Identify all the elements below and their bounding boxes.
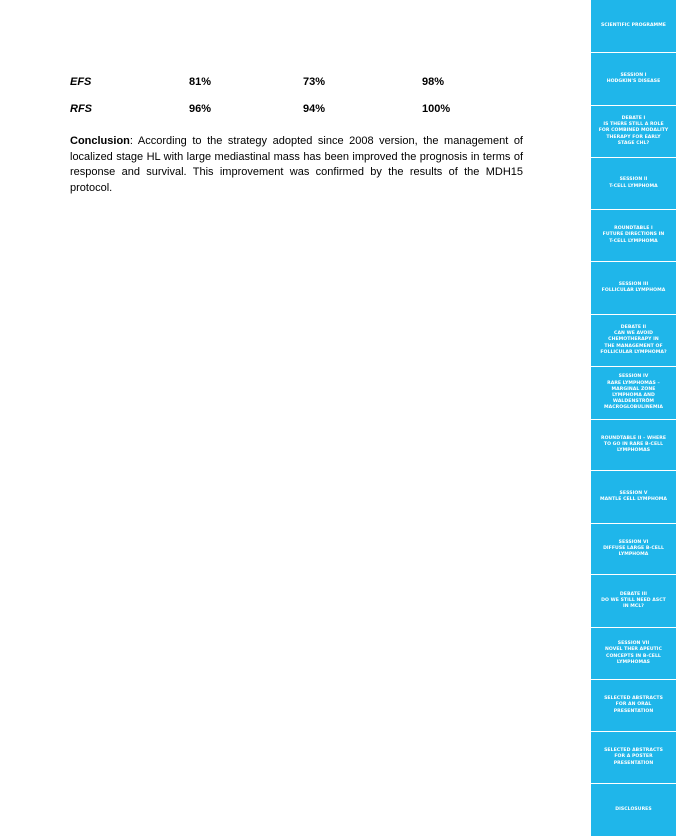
- table-cell: 94%: [303, 103, 326, 115]
- nav-session-2-t-cell[interactable]: SESSION II T-CELL LYMPHOMA: [609, 177, 658, 189]
- conclusion-text: : According to the strategy adopted since 2008 version, the management of localized stage HL with large mediastinal mass has been improved the prognosis in terms of response and survival. This improvement was confirmed by the results of the MDH15 protocol.: [70, 135, 523, 194]
- section-sidebar: [591, 0, 676, 836]
- nav-disclosures[interactable]: DISCLOSURES: [615, 806, 652, 812]
- table-cell: 73%: [303, 76, 326, 88]
- row-label: EFS: [70, 76, 92, 88]
- nav-debate-3[interactable]: DEBATE III DO WE STILL NEED ASCT IN MCL?: [601, 591, 666, 610]
- nav-session-5-mantle-cell[interactable]: SESSION V MANTLE CELL LYMPHOMA: [599, 490, 668, 502]
- nav-session-3-follicular[interactable]: SESSION III FOLLICULAR LYMPHOMA: [601, 281, 666, 293]
- table-cell: 98%: [422, 76, 445, 88]
- nav-debate-2[interactable]: DEBATE II CAN WE AVOID CHEMOTHERAPY IN THE MANAGEMENT OF FOLLICULAR LYMPHOMA?: [600, 324, 667, 355]
- table-cell: 81%: [189, 76, 212, 88]
- table-cell: 96%: [189, 103, 212, 115]
- row-label: RFS: [70, 103, 92, 115]
- nav-scientific-programme[interactable]: SCIENTIFIC PROGRAMME: [601, 22, 666, 28]
- table-row: [70, 103, 525, 117]
- nav-abstracts-poster[interactable]: SELECTED ABSTRACTS FOR A POSTER PRESENTATION: [604, 748, 663, 766]
- table-cell: 100%: [422, 103, 451, 115]
- conclusion-heading: Conclusion: [70, 135, 130, 147]
- nav-debate-1[interactable]: DEBATE I IS THERE STILL A ROLE FOR COMBINED MODALITY THERAPY FOR EARLY STAGE CHL?: [598, 115, 669, 146]
- nav-session-1-hodgkins[interactable]: SESSION I HODGKIN'S DISEASE: [606, 72, 661, 84]
- nav-roundtable-1[interactable]: ROUNDTABLE I FUTURE DIRECTIONS IN T-CELL LYMPHOMA: [602, 226, 665, 244]
- nav-session-4-rare-lymphomas[interactable]: SESSION IV RARE LYMPHOMAS – MARGINAL ZONE LYMPHOMA AND WALDENSTRÖM MACROGLOBULINEMIA: [604, 374, 663, 411]
- nav-roundtable-2[interactable]: ROUNDTABLE II – WHERE TO GO IN RARE B-CELL LYMPHOMAS: [600, 435, 667, 454]
- nav-abstracts-oral[interactable]: SELECTED ABSTRACTS FOR AN ORAL PRESENTATION: [604, 696, 663, 714]
- nav-session-7-novel-concepts[interactable]: SESSION VII NOVEL THER APEUTIC CONCEPTS IN B-CELL LYMPHOMAS: [604, 641, 662, 665]
- nav-session-6-dlbcl[interactable]: SESSION VI DIFFUSE LARGE B-CELL LYMPHOMA: [603, 539, 664, 558]
- table-row: [70, 76, 525, 90]
- conclusion-paragraph: [70, 134, 523, 196]
